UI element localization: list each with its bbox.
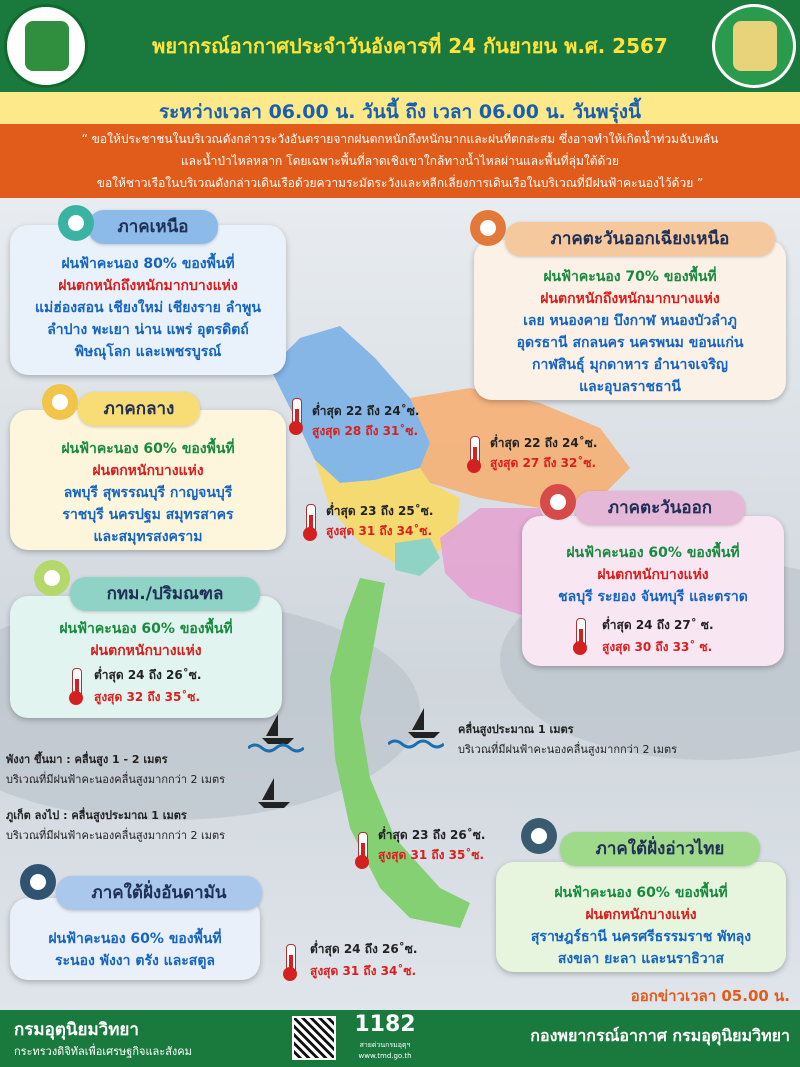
northeast-card (474, 240, 786, 400)
northeast-heavy-rain: ฝนตกหนักถึงหนักมากบางแห่ง (540, 291, 720, 307)
location-pin-icon (58, 205, 94, 241)
warning-line-2: และน้ำป่าไหลหลาก โดยเฉพาะพื้นที่ลาดเชิงเขาใกล้ทางน้ำไหลผ่านและพื้นที่ลุ่มใต้ด้วย (180, 154, 620, 168)
central-provinces-2: ราชบุรี นครปฐม สมุทรสาคร (62, 507, 234, 523)
bangkok-label: กทม./ปริมณฑล (70, 577, 260, 611)
central-temp-min: ต่ำสุด 23 ถึง 25˚ซ. (326, 504, 434, 518)
sailboat-icon (254, 776, 294, 810)
left-emblem-logo (4, 4, 88, 88)
bangkok-temp-min: ต่ำสุด 24 ถึง 26˚ซ. (94, 668, 202, 682)
location-pin-icon (20, 864, 56, 900)
location-pin-icon (34, 560, 70, 596)
central-temp-max: สูงสุด 31 ถึง 34˚ซ. (326, 524, 433, 538)
sailboat-icon (404, 706, 444, 740)
east-card (522, 516, 784, 666)
wave-icon (248, 742, 304, 754)
central-provinces-3: และสมุทรสงคราม (93, 529, 203, 545)
forecast-period: ระหว่างเวลา 06.00 น. วันนี้ ถึง เวลา 06.00 น. วันพรุ่งนี้ (158, 101, 642, 123)
central-provinces-1: ลพบุรี สุพรรณบุรี กาญจนบุรี (63, 485, 233, 501)
south-gulf-label: ภาคใต้ฝั่งอ่าวไทย (560, 832, 760, 866)
footer-division: กองพยากรณ์อากาศ กรมอุตุนิยมวิทยา (530, 1026, 790, 1045)
northeast-label: ภาคตะวันออกเฉียงเหนือ (505, 222, 775, 256)
north-rain: ฝนฟ้าคะนอง 80% ของพื้นที่ (61, 256, 235, 272)
south-gulf-temp-min: ต่ำสุด 23 ถึง 26˚ซ. (378, 828, 486, 842)
bangkok-heavy-rain: ฝนตกหนักบางแห่ง (90, 643, 202, 659)
thermometer-icon (358, 832, 368, 864)
northeast-temp-min: ต่ำสุด 22 ถึง 24˚ซ. (490, 436, 598, 450)
gulf-wave-note: บริเวณที่มีฝนฟ้าคะนองคลื่นสูงมากกว่า 2 เมตร (458, 743, 678, 756)
hotline-label: สายด่วนกรมอุตุฯ (359, 1041, 411, 1049)
northeast-provinces-2: อุดรธานี สกลนคร นครพนม ขอนแก่น (516, 335, 744, 351)
south-gulf-heavy-rain: ฝนตกหนักบางแห่ง (585, 907, 697, 923)
central-card (10, 410, 286, 550)
thermometer-icon (576, 618, 586, 650)
footer-ministry: กระทรวงดิจิทัลเพื่อเศรษฐกิจและสังคม (14, 1045, 192, 1058)
thermometer-icon (72, 668, 82, 700)
north-card (10, 225, 286, 375)
location-pin-icon (521, 818, 557, 854)
east-temp-min: ต่ำสุด 24 ถึง 27˚ ซ. (602, 618, 714, 632)
south-andaman-provinces: ระนอง พังงา ตรัง และสตูล (54, 953, 216, 969)
bangkok-rain: ฝนฟ้าคะนอง 60% ของพื้นที่ (59, 621, 233, 637)
hotline-number: 1182 (354, 1012, 416, 1037)
central-label: ภาคกลาง (78, 392, 200, 426)
northeast-provinces-4: และอุบลราชธานี (579, 379, 681, 395)
south-andaman-label: ภาคใต้ฝั่งอันดามัน (56, 876, 262, 910)
north-provinces-3: พิษณุโลก และเพชรบูรณ์ (74, 344, 222, 360)
south-gulf-provinces-2: สงขลา ยะลา และนราธิวาส (557, 951, 725, 967)
page-title: พยากรณ์อากาศประจำวันอังคารที่ 24 กันยายน พ.ศ. 2567 (152, 34, 668, 58)
wave-icon (388, 738, 444, 750)
south-gulf-rain: ฝนฟ้าคะนอง 60% ของพื้นที่ (554, 885, 728, 901)
warning-line-3: ขอให้ชาวเรือในบริเวณดังกล่าวเดินเรือด้วยความระมัดระวังและหลีกเลี่ยงการเดินเรือในบริเวณที่มีฝนฟ้าคะนองไว้ด้วย ” (96, 176, 704, 190)
central-heavy-rain: ฝนตกหนักบางแห่ง (92, 463, 204, 479)
south-andaman-temp-max: สูงสุด 31 ถึง 34˚ซ. (310, 964, 417, 978)
northeast-rain: ฝนฟ้าคะนอง 70% ของพื้นที่ (543, 269, 717, 285)
footer-org: กรมอุตุนิยมวิทยา (14, 1020, 139, 1040)
andaman-south-wave-title: ภูเก็ต ลงไป : คลื่นสูงประมาณ 1 เมตร (6, 809, 187, 822)
thermometer-icon (286, 944, 296, 976)
northeast-temp-max: สูงสุด 27 ถึง 32˚ซ. (490, 456, 597, 470)
east-provinces: ชลบุรี ระยอง จันทบุรี และตราด (558, 589, 748, 605)
warning-line-1: “ ขอให้ประชาชนในบริเวณดังกล่าวระวังอันตรายจากฝนตกหนักถึงหนักมากและฝนที่ตกสะสม ซึ่งอาจทำให้เกิดน้ำท่วมฉับพลัน (81, 132, 719, 146)
east-heavy-rain: ฝนตกหนักบางแห่ง (597, 567, 709, 583)
location-pin-icon (540, 484, 576, 520)
north-provinces-1: แม่ฮ่องสอน เชียงใหม่ เชียงราย ลำพูน (35, 300, 261, 316)
thermometer-icon (470, 436, 480, 468)
south-andaman-temp-min: ต่ำสุด 24 ถึง 26˚ซ. (310, 942, 418, 956)
issued-time: ออกข่าวเวลา 05.00 น. (630, 987, 790, 1005)
map-region-south (330, 578, 470, 928)
south-gulf-provinces-1: สุราษฎร์ธานี นครศรีธรรมราช พัทลุง (530, 929, 752, 945)
south-andaman-rain: ฝนฟ้าคะนอง 60% ของพื้นที่ (48, 931, 222, 947)
gulf-wave-title: คลื่นสูงประมาณ 1 เมตร (458, 723, 574, 736)
east-label: ภาคตะวันออก (575, 491, 745, 525)
andaman-south-wave-note: บริเวณที่มีฝนฟ้าคะนองคลื่นสูงมากกว่า 2 เมตร (6, 829, 226, 842)
location-pin-icon (470, 210, 506, 246)
website-link[interactable]: www.tmd.go.th (358, 1052, 412, 1060)
andaman-north-wave-note: บริเวณที่มีฝนฟ้าคะนองคลื่นสูงมากกว่า 2 เมตร (6, 773, 226, 786)
south-gulf-card (496, 862, 786, 972)
north-provinces-2: ลำปาง พะเยา น่าน แพร่ อุตรดิตถ์ (47, 322, 249, 338)
bangkok-card (10, 596, 282, 718)
tmd-logo (712, 4, 796, 88)
central-rain: ฝนฟ้าคะนอง 60% ของพื้นที่ (61, 441, 235, 457)
north-label: ภาคเหนือ (88, 210, 218, 244)
south-andaman-card (10, 898, 260, 980)
northeast-provinces-3: กาฬสินธุ์ มุกดาหาร อำนาจเจริญ (532, 357, 728, 373)
north-temp-max: สูงสุด 28 ถึง 31˚ซ. (312, 424, 419, 438)
north-heavy-rain: ฝนตกหนักถึงหนักมากบางแห่ง (58, 278, 238, 294)
northeast-provinces-1: เลย หนองคาย บึงกาฬ หนองบัวลำภู (523, 313, 737, 329)
south-gulf-temp-max: สูงสุด 31 ถึง 35˚ซ. (378, 848, 485, 862)
andaman-north-wave-title: พังงา ขึ้นมา : คลื่นสูง 1 - 2 เมตร (6, 753, 168, 766)
north-temp-min: ต่ำสุด 22 ถึง 24˚ซ. (312, 404, 420, 418)
thermometer-icon (306, 504, 316, 536)
east-temp-max: สูงสุด 30 ถึง 33˚ ซ. (602, 640, 713, 654)
thermometer-icon (292, 398, 302, 430)
qr-code-icon[interactable] (292, 1016, 336, 1060)
east-rain: ฝนฟ้าคะนอง 60% ของพื้นที่ (566, 545, 740, 561)
location-pin-icon (42, 384, 78, 420)
bangkok-temp-max: สูงสุด 32 ถึง 35˚ซ. (94, 690, 201, 704)
